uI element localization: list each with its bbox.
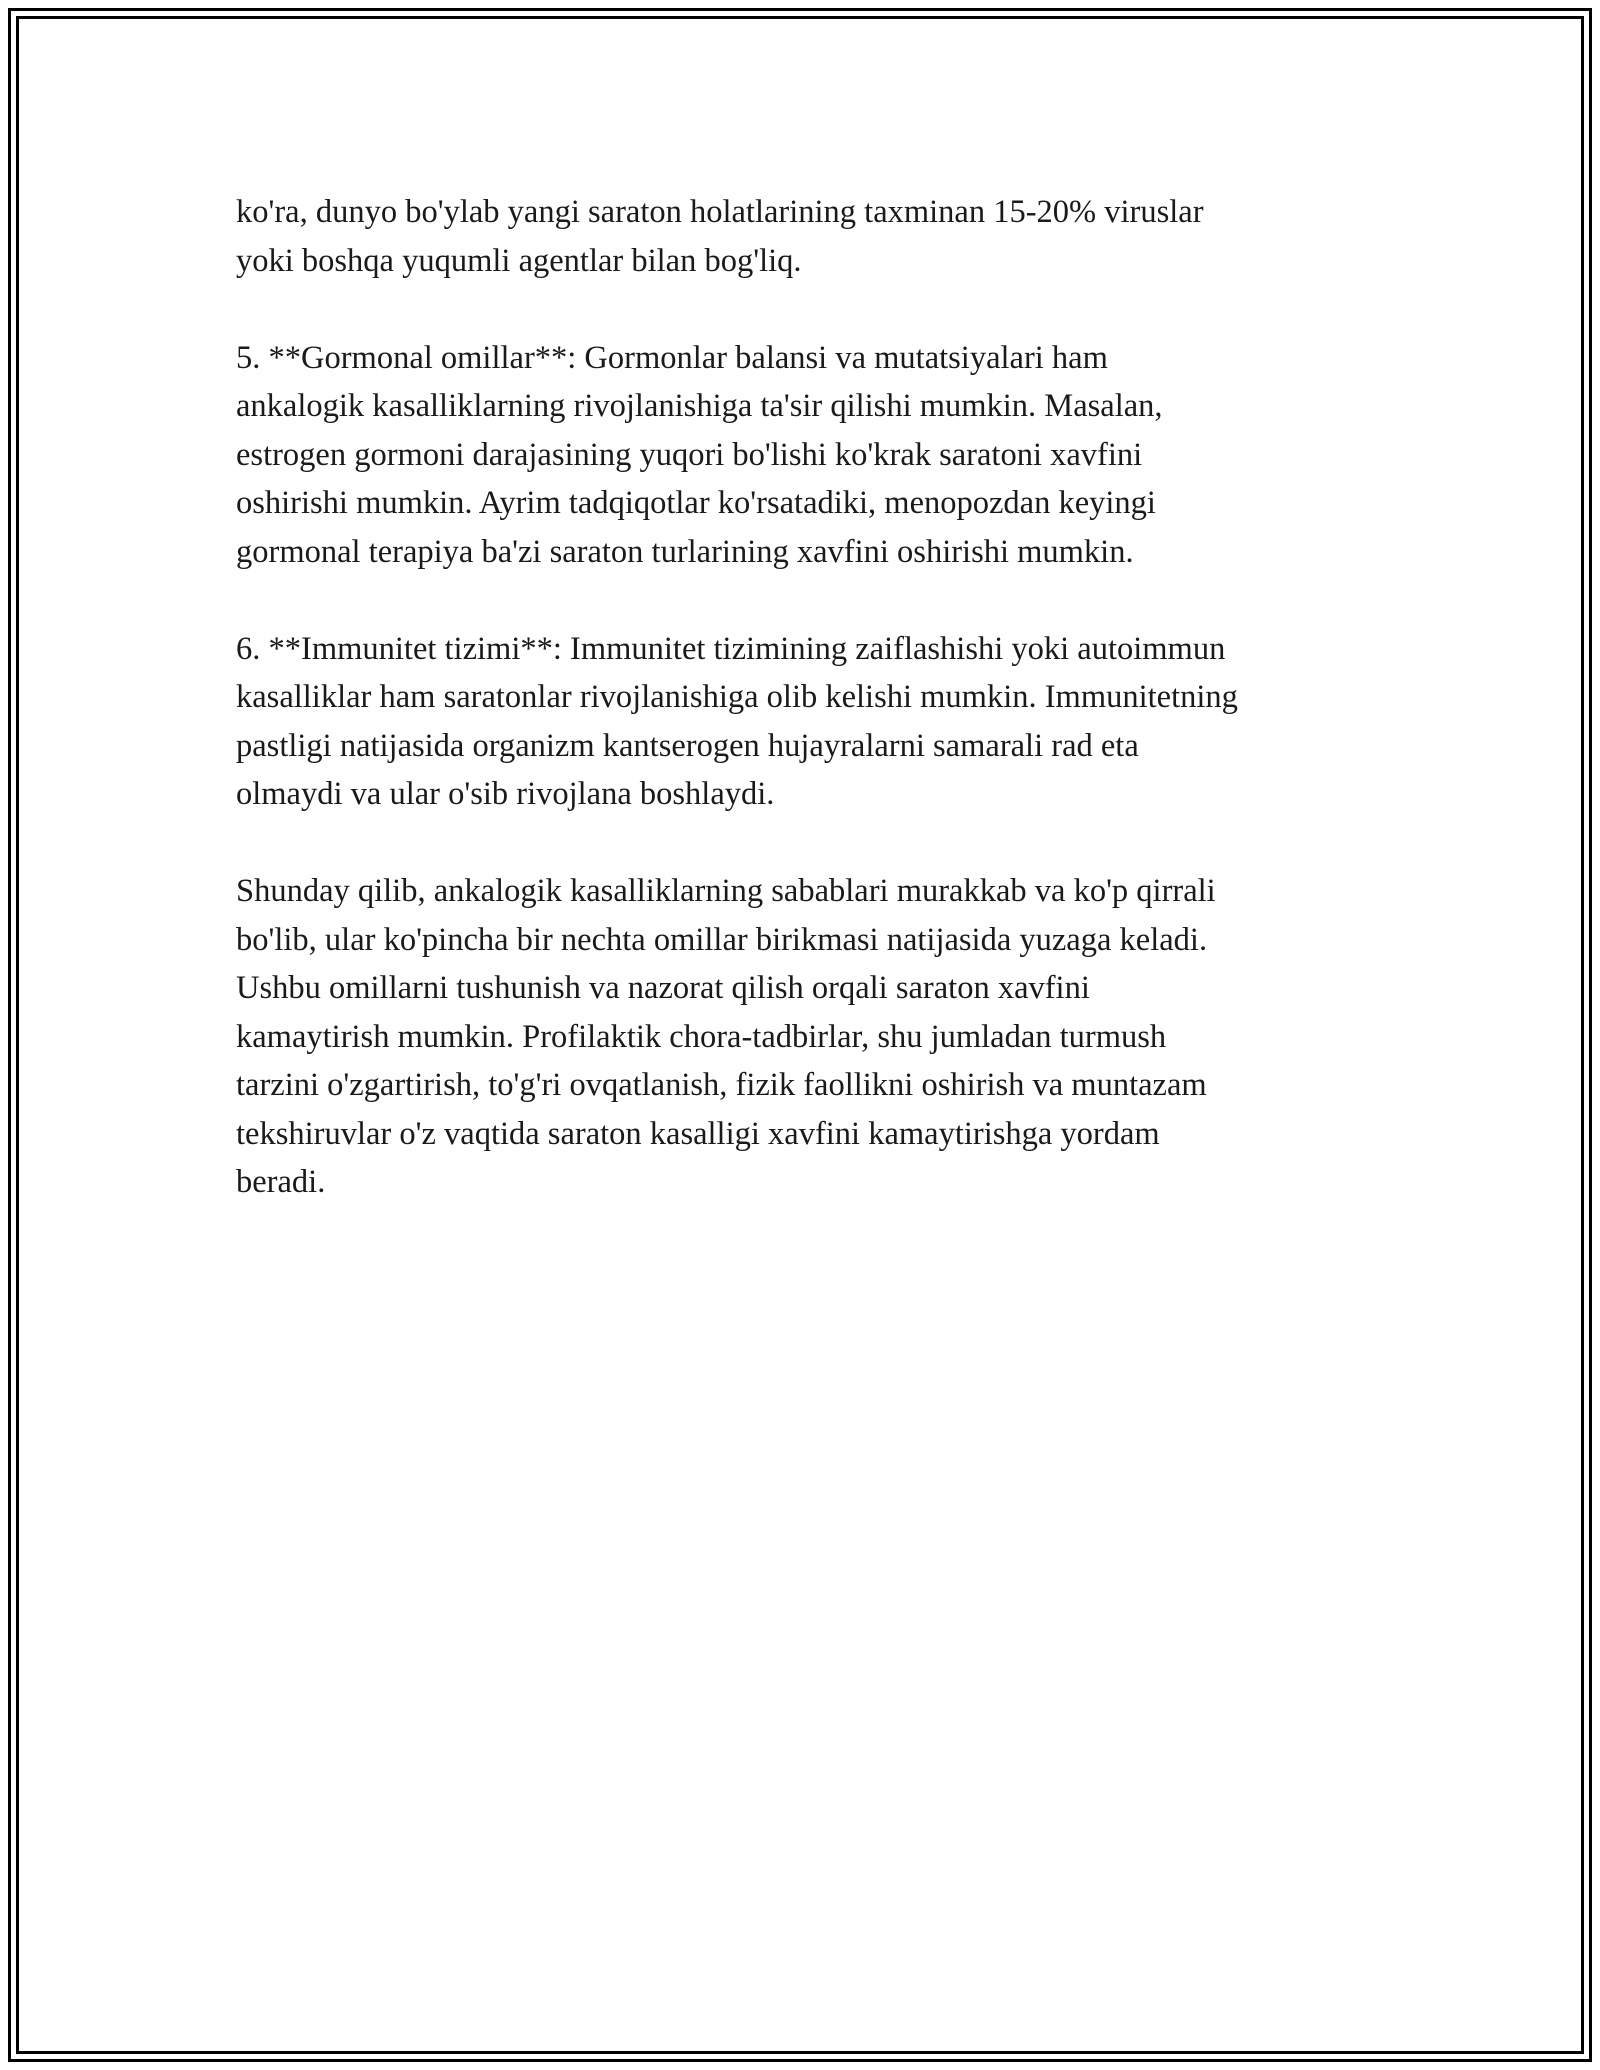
- text-line: olmaydi va ular o'sib rivojlana boshlaydi.: [236, 776, 775, 812]
- text-line: estrogen gormoni darajasining yuqori bo'lishi ko'krak saratoni xavfini: [236, 436, 1143, 473]
- text-line: yoki boshqa yuqumli agentlar bilan bog'liq.: [236, 242, 802, 279]
- document-body: [236, 188, 1386, 1255]
- text-line: gormonal terapiya ba'zi saraton turlarining xavfini oshirishi mumkin.: [236, 533, 1134, 570]
- text-line: kamaytirish mumkin. Profilaktik chora-tadbirlar, shu jumladan turmush: [236, 1018, 1167, 1055]
- text-line: tekshiruvlar o'z vaqtida saraton kasalligi xavfini kamaytirishga yordam: [236, 1115, 1160, 1152]
- text-line: Shunday qilib, ankalogik kasalliklarning sabablari murakkab va ko'p qirrali: [236, 873, 1216, 909]
- text-line: pastligi natijasida organizm kantserogen hujayralarni samarali rad eta: [236, 727, 1139, 764]
- paragraph-immune-system: [236, 625, 1386, 819]
- text-line: bo'lib, ular ko'pincha bir nechta omillar birikmasi natijasida yuzaga keladi.: [236, 921, 1208, 958]
- paragraph-conclusion: [236, 867, 1386, 1207]
- text-line: beradi.: [236, 1164, 326, 1200]
- text-line: kasalliklar ham saratonlar rivojlanishiga olib kelishi mumkin. Immunitetning: [236, 679, 1238, 715]
- paragraph-continuation: [236, 188, 1386, 285]
- text-line: 5. **Gormonal omillar**: Gormonlar balansi va mutatsiyalari ham: [236, 339, 1108, 376]
- text-line: 6. **Immunitet tizimi**: Immunitet tizimining zaiflashishi yoki autoimmun: [236, 630, 1226, 667]
- paragraph-hormonal-factors: [236, 334, 1386, 577]
- text-line: Ushbu omillarni tushunish va nazorat qilish orqali saraton xavfini: [236, 970, 1090, 1006]
- text-line: tarzini o'zgartirish, to'g'ri ovqatlanish, fizik faollikni oshirish va muntazam: [236, 1067, 1207, 1103]
- text-line: oshirishi mumkin. Ayrim tadqiqotlar ko'rsatadiki, menopozdan keyingi: [236, 485, 1156, 521]
- text-line: ankalogik kasalliklarning rivojlanishiga ta'sir qilishi mumkin. Masalan,: [236, 388, 1163, 424]
- text-line: ko'ra, dunyo bo'ylab yangi saraton holatlarining taxminan 15-20% viruslar: [236, 194, 1204, 230]
